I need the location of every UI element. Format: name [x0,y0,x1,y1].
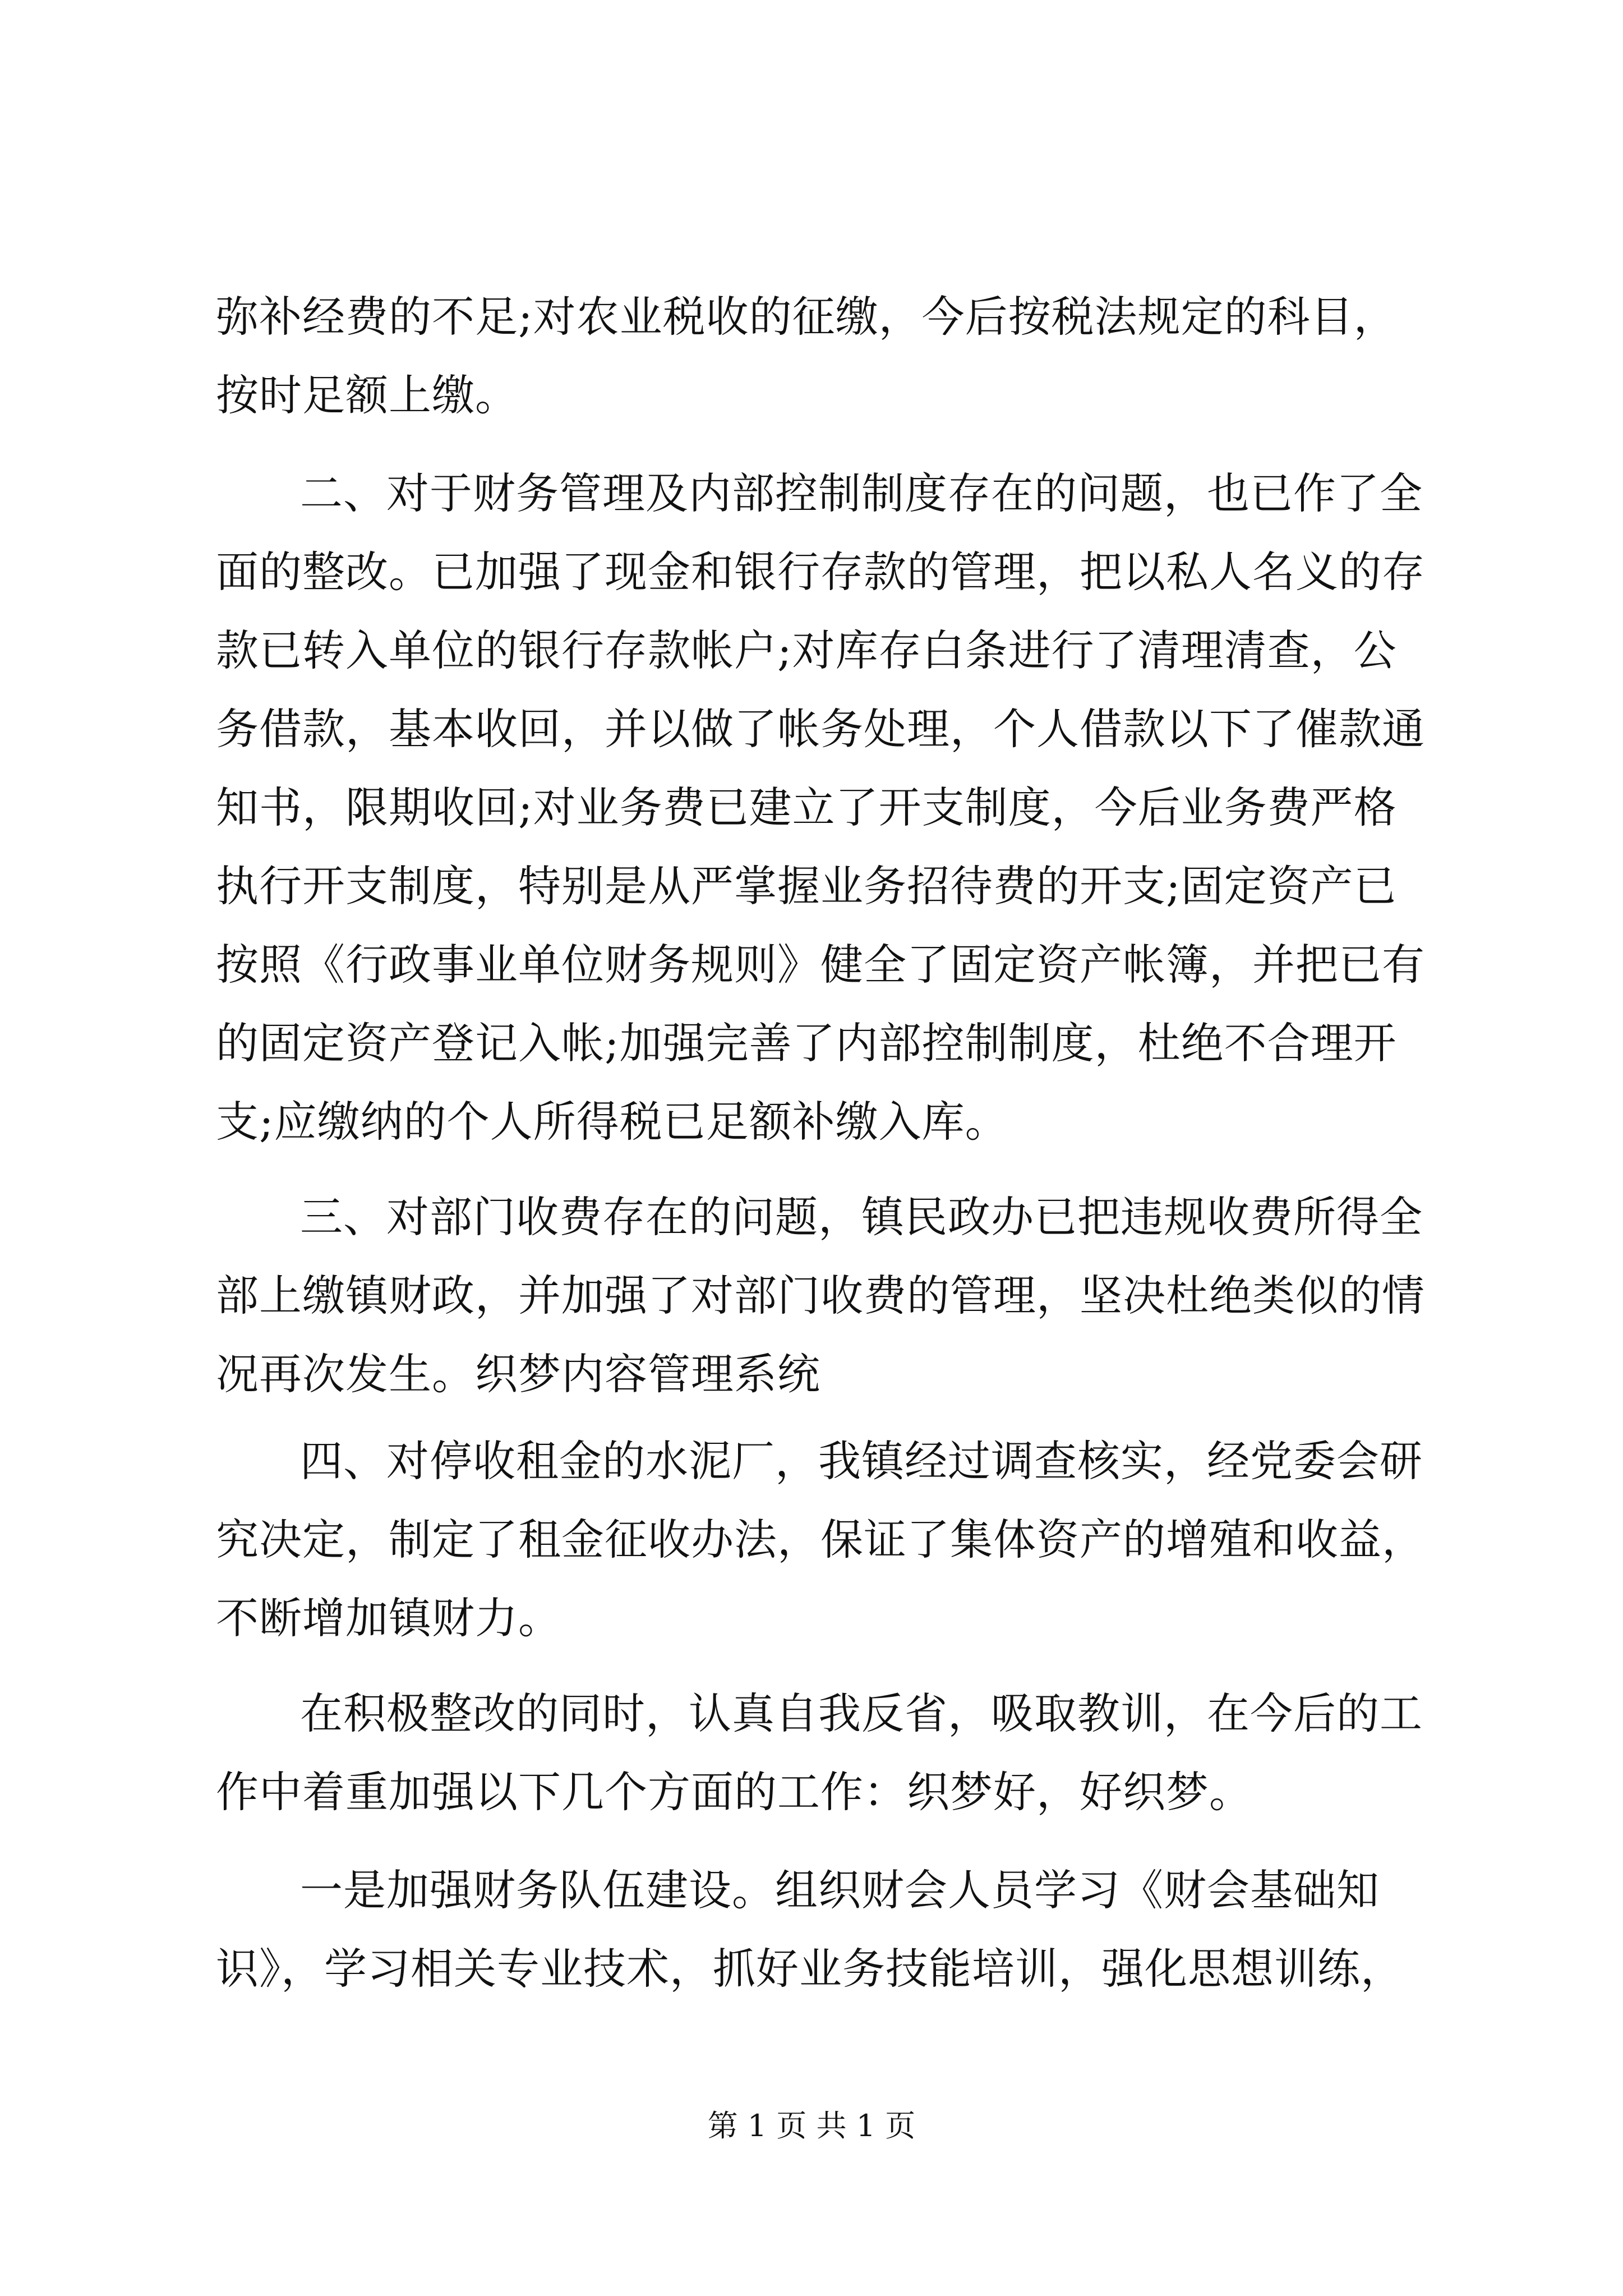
paragraph-start-line: 四、对停收租金的水泥厂，我镇经过调查核实，经党委会研 [300,1436,1423,1486]
paragraph-start-line: 一是加强财务队伍建设。组织财会人员学习《财会基础知 [300,1865,1380,1915]
paragraph-start-line: 在积极整改的同时，认真自我反省，吸取教训，在今后的工 [300,1688,1423,1738]
text-line: 的固定资产登记入帐;加强完善了内部控制制度，杜绝不合理开 [216,1018,1397,1068]
text-line: 支;应缴纳的个人所得税已足额补缴入库。 [216,1097,1008,1147]
text-line: 作中着重加强以下几个方面的工作：织梦好，好织梦。 [216,1767,1252,1817]
paragraph-start-line: 三、对部门收费存在的问题，镇民政办已把违规收费所得全 [300,1192,1423,1242]
text-line: 弥补经费的不足;对农业税收的征缴，今后按税法规定的科目， [216,292,1397,342]
text-line: 款已转入单位的银行存款帐户;对库存白条进行了清理清查，公 [216,625,1397,675]
text-line: 务借款，基本收回，并以做了帐务处理，个人借款以下了催款通 [216,704,1425,754]
text-line: 究决定，制定了租金征收办法，保证了集体资产的增殖和收益， [216,1515,1425,1565]
text-line: 按时足额上缴。 [216,370,518,420]
text-line: 按照《行政事业单位财务规则》健全了固定资产帐簿，并把已有 [216,940,1425,990]
text-line: 况再次发生。织梦内容管理系统 [216,1349,820,1399]
text-line: 面的整改。已加强了现金和银行存款的管理，把以私人名义的存 [216,547,1425,597]
text-line: 部上缴镇财政，并加强了对部门收费的管理，坚决杜绝类似的情 [216,1271,1425,1320]
page-number-footer: 第 1 页 共 1 页 [707,2108,916,2143]
text-line: 不断增加镇财力。 [216,1593,561,1643]
paragraph-start-line: 二、对于财务管理及内部控制制度存在的问题，也已作了全 [300,468,1423,518]
text-line: 知书，限期收回;对业务费已建立了开支制度，今后业务费严格 [216,783,1397,832]
text-line: 执行开支制度，特别是从严掌握业务招待费的开支;固定资产已 [216,861,1397,911]
text-line: 识》，学习相关专业技术，抓好业务技能培训，强化思想训练， [216,1944,1404,1994]
